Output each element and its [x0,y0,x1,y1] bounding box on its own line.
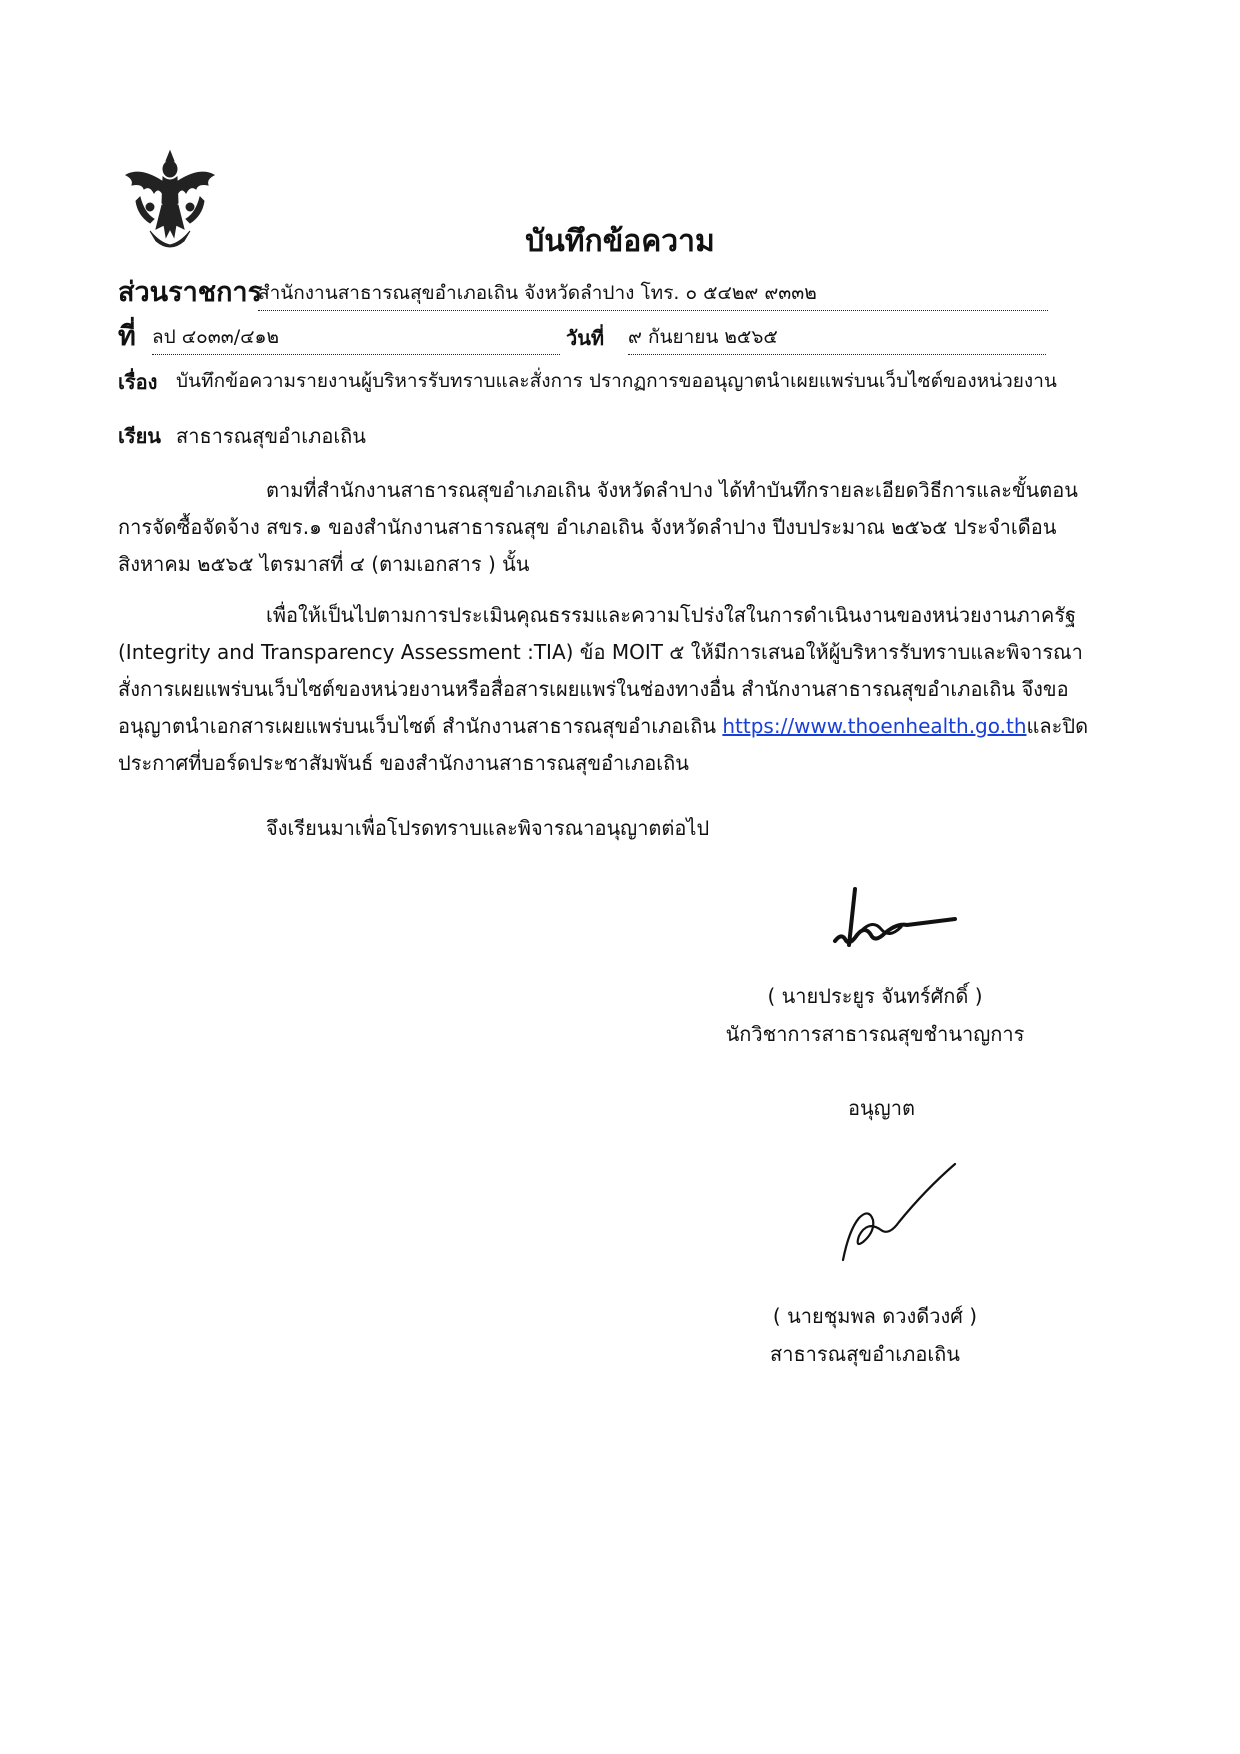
date-value: ๙ กันยายน ๒๕๖๕ [628,322,1046,355]
memo-title: บันทึกข้อความ [525,224,715,259]
paragraph-2-line4-prefix: อนุญาตนำเอกสารเผยแพร่บนเว็บไซต์ สำนักงานสาธารณสุขอำเภอเถิน [118,714,723,738]
ref-value: ลป ๔๐๓๓/๔๑๒ [152,322,560,355]
paragraph-2-line: (Integrity and Transparency Assessment :TIA) ข้อ MOIT ๕ ให้มีการเสนอให้ผู้บริหารรับทราบและพิจารณา [118,640,1083,664]
to-value: สาธารณสุขอำเภอเถิน [176,424,366,448]
agency-value: สำนักงานสาธารณสุขอำเภอเถิน จังหวัดลำปาง โทร. ๐ ๕๔๒๙ ๙๓๓๒ [258,278,1048,311]
paragraph-2-line4-suffix: และปิด [1026,714,1089,738]
paragraph-2-line: เพื่อให้เป็นไปตามการประเมินคุณธรรมและความโปร่งใสในการดำเนินงานของหน่วยงานภาครัฐ [266,603,1077,627]
signature-1-image [815,885,975,975]
to-label: เรียน [118,424,161,448]
signer-1-name: ( นายประยูร จันทร์ศักดิ์ ) [767,984,983,1008]
subject-value: บันทึกข้อความรายงานผู้บริหารรับทราบและสั่งการ ปรากฏการขออนุญาตนำเผยแพร่บนเว็บไซต์ของหน่วยงาน [176,370,1057,392]
paragraph-2-line [118,708,1123,745]
paragraph-2-line: สั่งการเผยแพร่บนเว็บไซต์ของหน่วยงานหรือสื่อสารเผยแพร่ในช่องทางอื่น สำนักงานสาธารณสุขอำเภอเถิน จึงขอ [118,677,1069,701]
website-link[interactable]: https://www.thoenhealth.go.th [722,714,1027,738]
date-label: วันที่ [566,326,605,350]
paragraph-1-line: ตามที่สำนักงานสาธารณสุขอำเภอเถิน จังหวัดลำปาง ได้ทำบันทึกรายละเอียดวิธีการและขั้นตอน [266,478,1078,502]
signer-1-position: นักวิชาการสาธารณสุขชำนาญการ [725,1022,1025,1046]
paragraph-1-line: สิงหาคม ๒๕๖๕ ไตรมาสที่ ๔ (ตามเอกสาร ) นั้น [118,552,530,576]
agency-label: ส่วนราชการ [118,277,263,308]
subject-label: เรื่อง [118,370,158,394]
paragraph-2-line: ประกาศที่บอร์ดประชาสัมพันธ์ ของสำนักงานสาธารณสุขอำเภอเถิน [118,751,689,775]
approval-text: อนุญาต [848,1096,915,1120]
paragraph-2 [118,597,1123,782]
closing-text: จึงเรียนมาเพื่อโปรดทราบและพิจารณาอนุญาตต่อไป [266,816,710,840]
ref-label: ที่ [118,321,136,352]
paragraph-1 [118,472,1123,583]
paragraph-1-line: การจัดซื้อจัดจ้าง สขร.๑ ของสำนักงานสาธารณสุข อำเภอเถิน จังหวัดลำปาง ปีงบประมาณ ๒๕๖๕ ประจำเดือน [118,515,1057,539]
signer-2-position: สาธารณสุขอำเภอเถิน [770,1342,960,1366]
signer-2-name: ( นายชุมพล ดวงดีวงศ์ ) [772,1304,978,1328]
signature-2-image [815,1160,975,1270]
